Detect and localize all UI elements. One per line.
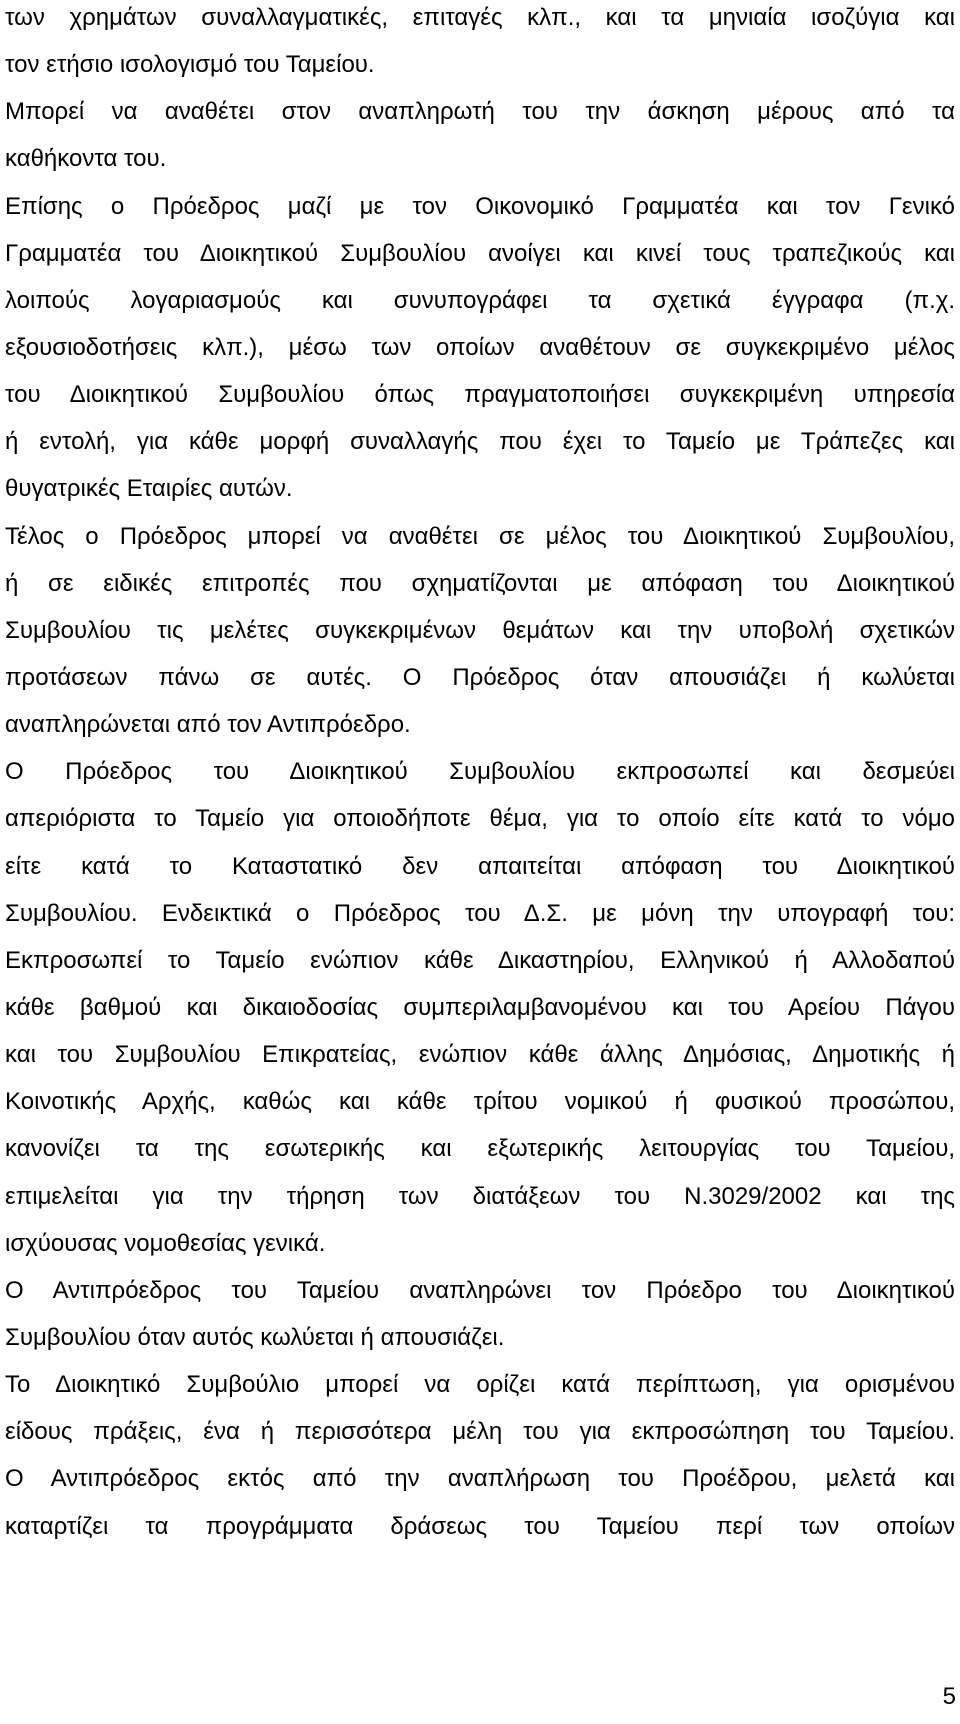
body-text — [5, 0, 955, 1550]
text-line: του Διοικητικού Συμβουλίου όπως πραγματοποιήσει συγκεκριμένη υπηρεσία — [5, 381, 955, 409]
text-line: Το Διοικητικό Συμβούλιο μπορεί να ορίζει κατά περίπτωση, για ορισμένου — [5, 1371, 955, 1399]
text-line: Τέλος ο Πρόεδρος μπορεί να αναθέτει σε μέλος του Διοικητικού Συμβουλίου, — [5, 522, 955, 550]
text-line: και του Συμβουλίου Επικρατείας, ενώπιον κάθε άλλης Δημόσιας, Δημοτικής ή — [5, 1041, 955, 1069]
text-line: Κοινοτικής Αρχής, καθώς και κάθε τρίτου νομικού ή φυσικού προσώπου, — [5, 1088, 955, 1116]
text-line: προτάσεων πάνω σε αυτές. Ο Πρόεδρος όταν απουσιάζει ή κωλύεται — [5, 663, 955, 691]
text-line: απεριόριστα το Ταμείο για οποιοδήποτε θέμα, για το οποίο είτε κατά το νόμο — [5, 805, 955, 833]
text-line: Εκπροσωπεί το Ταμείο ενώπιον κάθε Δικαστηρίου, Ελληνικού ή Αλλοδαπού — [5, 946, 955, 974]
text-line: ή σε ειδικές επιτροπές που σχηματίζονται με απόφαση του Διοικητικού — [5, 569, 955, 597]
text-line: των χρημάτων συναλλαγματικές, επιταγές κλπ., και τα μηνιαία ισοζύγια και — [5, 4, 955, 31]
text-line: είτε κατά το Καταστατικό δεν απαιτείται απόφαση του Διοικητικού — [5, 852, 955, 880]
text-line: Συμβουλίου τις μελέτες συγκεκριμένων θεμάτων και την υποβολή σχετικών — [5, 616, 955, 644]
text-line: καθήκοντα του. — [5, 145, 167, 173]
text-line: καταρτίζει τα προγράμματα δράσεως του Ταμείου περί των οποίων — [5, 1512, 955, 1540]
text-line: λοιπούς λογαριασμούς και συνυπογράφει τα σχετικά έγγραφα (π.χ. — [5, 286, 955, 314]
text-line: είδους πράξεις, ένα ή περισσότερα μέλη του για εκπροσώπηση του Ταμείου. — [5, 1418, 955, 1446]
text-line: επιμελείται για την τήρηση των διατάξεων του Ν.3029/2002 και της — [5, 1182, 955, 1210]
text-line: Ο Πρόεδρος του Διοικητικού Συμβουλίου εκπροσωπεί και δεσμεύει — [5, 758, 955, 786]
text-line: θυγατρικές Εταιρίες αυτών. — [5, 475, 293, 503]
text-line: Γραμματέα του Διοικητικού Συμβουλίου ανοίγει και κινεί τους τραπεζικούς και — [5, 239, 955, 267]
text-line: Επίσης ο Πρόεδρος μαζί με τον Οικονομικό Γραμματέα και τον Γενικό — [5, 192, 955, 220]
text-line: Μπορεί να αναθέτει στον αναπληρωτή του την άσκηση μέρους από τα — [5, 98, 955, 126]
page-number: 5 — [942, 1683, 956, 1710]
text-line: Συμβουλίου. Ενδεικτικά ο Πρόεδρος του Δ.Σ. με μόνη την υπογραφή του: — [5, 899, 955, 927]
text-line: ή εντολή, για κάθε μορφή συναλλαγής που έχει το Ταμείο με Τράπεζες και — [5, 428, 955, 456]
text-line: κανονίζει τα της εσωτερικής και εξωτερικής λειτουργίας του Ταμείου, — [5, 1135, 955, 1163]
text-line: αναπληρώνεται από τον Αντιπρόεδρο. — [5, 711, 411, 739]
text-line: Ο Αντιπρόεδρος εκτός από την αναπλήρωση του Προέδρου, μελετά και — [5, 1465, 955, 1493]
text-line: εξουσιοδοτήσεις κλπ.), μέσω των οποίων αναθέτουν σε συγκεκριμένο μέλος — [5, 333, 955, 361]
text-line: Συμβουλίου όταν αυτός κωλύεται ή απουσιάζει. — [5, 1323, 505, 1351]
text-line: τον ετήσιο ισολογισμό του Ταμείου. — [5, 51, 375, 79]
text-line: κάθε βαθμού και δικαιοδοσίας συμπεριλαμβανομένου και του Αρείου Πάγου — [5, 993, 955, 1021]
text-line: Ο Αντιπρόεδρος του Ταμείου αναπληρώνει τον Πρόεδρο του Διοικητικού — [5, 1276, 955, 1304]
text-line: ισχύουσας νομοθεσίας γενικά. — [5, 1229, 326, 1257]
